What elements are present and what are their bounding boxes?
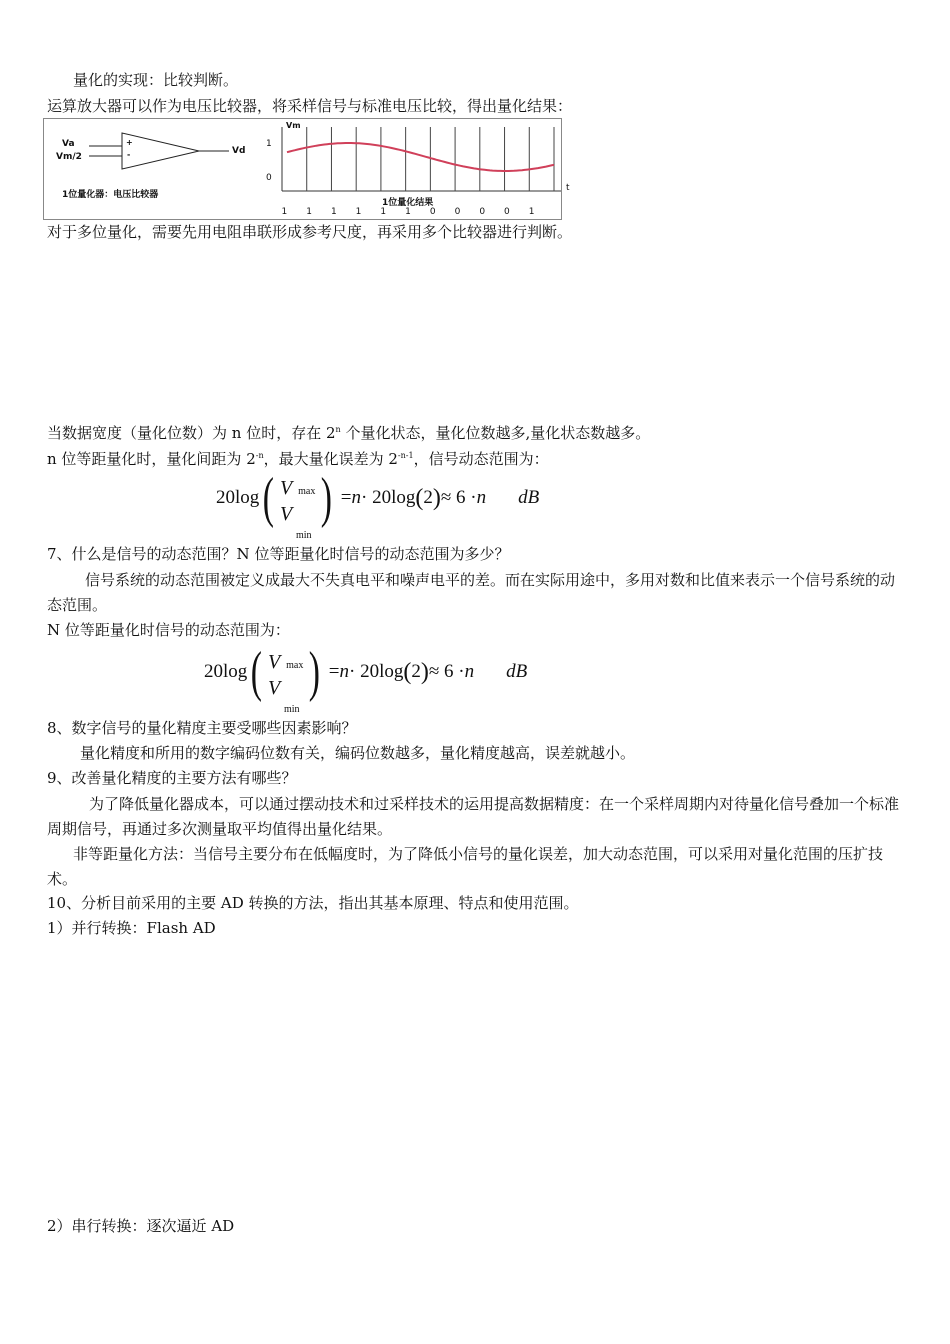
bit-value: 1 <box>355 207 362 217</box>
dynamic-range-formula-2: 20log ( V max V min ) = n · 20log ( 2 ) ≈ 6 · n dB <box>204 641 528 715</box>
plus-sign: + <box>126 138 133 147</box>
paragraph: n 位等距量化时，量化间距为 $2^{-n}$，最大量化误差为 $2^{-n-1}$，信号动态范围为： <box>47 450 549 468</box>
paragraph: 量化的实现：比较判断。 <box>73 71 239 89</box>
comparator-caption: 1位量化器：电压比较器 <box>62 190 159 200</box>
bit-value: 0 <box>454 207 461 217</box>
paragraph: N 位等距量化时信号的动态范围为： <box>47 621 290 639</box>
input-a-label: Va <box>62 139 75 149</box>
bit-value: 1 <box>528 207 535 217</box>
bit-value: 1 <box>380 207 387 217</box>
answer-9a: 为了降低量化器成本，可以通过摆动技术和过采样技术的运用提高数据精度：在一个采样周期内对待量化信号叠加一个标准周期信号，再通过多次测量取平均值得出量化结果。 <box>47 795 900 838</box>
question-9: 9、改善量化精度的主要方法有哪些？ <box>47 769 297 787</box>
question-7: 7、什么是信号的动态范围？N 位等距量化时信号的动态范围为多少？ <box>47 545 510 563</box>
bit-value: 1 <box>330 207 337 217</box>
answer-7: 信号系统的动态范围被定义成最大不失真电平和噪声电平的差。而在实际用途中，多用对数和比值来表示一个信号系统的动态范围。 <box>47 571 896 614</box>
comparator-figure <box>43 118 570 220</box>
y-axis-label: Vm <box>286 121 301 130</box>
bit-value: 0 <box>479 207 486 217</box>
y-tick-zero: 0 <box>266 173 272 183</box>
bit-value: 1 <box>405 207 411 217</box>
bit-value: 1 <box>306 207 312 217</box>
signal-curve <box>287 143 554 171</box>
y-tick-one: 1 <box>266 139 272 149</box>
paragraph: 当数据宽度（量化位数）为 n 位时，存在 2$^n$ 个量化状态，量化位数越多,量化状态数越多。 <box>47 424 651 442</box>
bit-value: 0 <box>504 207 510 217</box>
t-axis-label: t <box>566 183 570 193</box>
question-10: 10、分析目前采用的主要 AD 转换的方法，指出其基本原理、特点和使用范围。 <box>47 894 579 912</box>
result-caption: 1位量化结果 <box>382 198 434 208</box>
input-b-label: Vm/2 <box>56 152 82 162</box>
comparator-diagram <box>44 119 561 219</box>
question-8: 8、数字信号的量化精度主要受哪些因素影响？ <box>47 719 357 737</box>
bit-value: 0 <box>429 207 436 217</box>
paragraph: 运算放大器可以作为电压比较器，将采样信号与标准电压比较，得出量化结果： <box>47 97 573 115</box>
minus-sign: - <box>127 150 131 159</box>
answer-8: 量化精度和所用的数字编码位数有关，编码位数越多，量化精度越高，误差就越小。 <box>80 744 636 762</box>
paragraph: 对于多位量化，需要先用电阻串联形成参考尺度，再采用多个比较器进行判断。 <box>47 223 573 241</box>
bit-value: 1 <box>281 207 288 217</box>
section-1: 1）并行转换：Flash AD <box>47 919 216 937</box>
dynamic-range-formula: 20log ( V max V min ) = n · 20log ( 2 ) ≈ 6 · n dB <box>216 467 540 541</box>
section-2: 2）串行转换：逐次逼近 AD <box>47 1217 235 1235</box>
output-label: Vd <box>232 146 246 156</box>
answer-9b: 非等距量化方法：当信号主要分布在低幅度时，为了降低小信号的量化误差，加大动态范围，可以采用对量化范围的压扩技术。 <box>47 845 884 888</box>
